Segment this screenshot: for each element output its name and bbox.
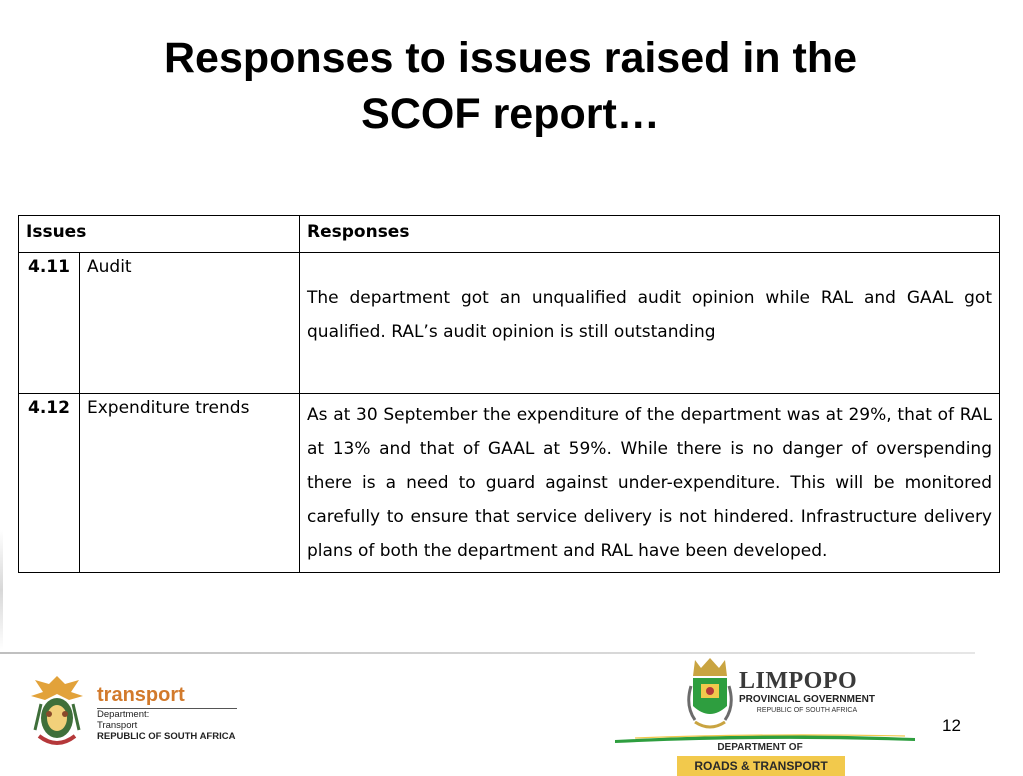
limpopo-subtitle: PROVINCIAL GOVERNMENT — [739, 694, 875, 705]
transport-logo — [27, 670, 247, 756]
issues-table — [18, 215, 1000, 573]
issues-header: Issues — [19, 216, 300, 253]
limpopo-subtitle2: REPUBLIC OF SOUTH AFRICA — [756, 707, 858, 714]
roads-transport-label: ROADS & TRANSPORT — [677, 756, 845, 776]
responses-header: Responses — [300, 216, 1000, 253]
issue-number: 4.12 — [19, 394, 80, 573]
issue-response: The department got an unqualified audit opinion while RAL and GAAL got qualified. RAL’s audit opinion is still outstanding — [300, 253, 1000, 394]
brand-line-republic: REPUBLIC OF SOUTH AFRICA — [97, 731, 236, 742]
limpopo-title: LIMPOPO — [739, 668, 858, 694]
limpopo-logo — [615, 656, 915, 776]
slide-title — [0, 30, 1023, 142]
issue-title: Audit — [80, 253, 300, 394]
dept-of-label: DEPARTMENT OF — [717, 742, 803, 753]
table-row — [19, 394, 1000, 573]
transport-brand — [97, 684, 237, 742]
issue-number: 4.11 — [19, 253, 80, 394]
left-edge-decoration — [0, 530, 3, 650]
issue-response: As at 30 September the expenditure of the department was at 29%, that of RAL at 13% and that of GAAL at 59%. While there is no danger of overspending there is a need to guard against under-expenditure. This will be monitored carefully to ensure that service delivery is not hindered. Infrastructure delivery plans of both the department and RAL have been developed. — [300, 394, 1000, 573]
brand-line-department: Department: — [97, 709, 150, 720]
issue-title: Expenditure trends — [80, 394, 300, 573]
page-number: 12 — [942, 716, 961, 735]
brand-word: transport — [97, 684, 185, 706]
table-header-row — [19, 216, 1000, 253]
brand-line-transport: Transport — [97, 720, 138, 731]
footer-divider — [0, 652, 975, 654]
slide-title-line2: SCOF report… — [361, 90, 660, 138]
table-row — [19, 253, 1000, 394]
limpopo-text — [739, 668, 875, 715]
slide-title-line1: Responses to issues raised in the — [163, 34, 858, 82]
coat-of-arms-icon — [27, 670, 87, 754]
limpopo-crest-icon — [685, 656, 735, 736]
